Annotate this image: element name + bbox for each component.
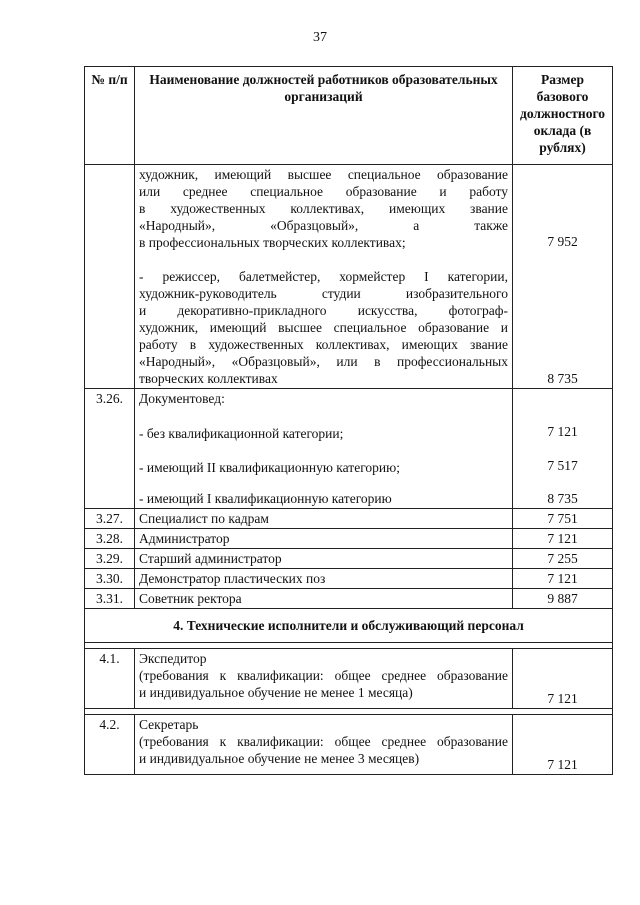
- section-title: 4. Технические исполнители и обслуживающий персонал: [85, 609, 613, 643]
- text-line: художник-руководитель студии изобразительного: [139, 286, 508, 301]
- row-name: Старший администратор: [135, 549, 513, 569]
- table-row: [85, 509, 613, 529]
- row-num: 3.26.: [85, 389, 135, 509]
- row-salary: 7 751: [513, 509, 613, 529]
- text-line: творческих коллективах: [139, 371, 278, 386]
- section-header-row: [85, 609, 613, 643]
- text-line: и индивидуальное обучение не менее 3 месяцев): [139, 751, 420, 766]
- table-row: [85, 389, 613, 509]
- text-line: художник, имеющий высшее специальное образование и: [139, 320, 508, 335]
- text-line: и индивидуальное обучение не менее 1 месяца): [139, 685, 413, 700]
- table-row: [85, 649, 613, 709]
- row-salary: 9 887: [513, 589, 613, 609]
- row-salary: 7 121: [513, 715, 613, 775]
- table-row: [85, 569, 613, 589]
- row-name: Советник ректора: [135, 589, 513, 609]
- text-block-1: [139, 166, 508, 251]
- salary-value: 8 735: [547, 371, 578, 386]
- row-num: 3.28.: [85, 529, 135, 549]
- text-line: в художественных коллективах, имеющих звание: [139, 201, 508, 216]
- salary-value: 8 735: [547, 491, 578, 506]
- text-line: «Народный», «Образцовый», или в профессиональных: [139, 354, 508, 369]
- table-row: [85, 549, 613, 569]
- row-num: 4.2.: [85, 715, 135, 775]
- row-name: Администратор: [135, 529, 513, 549]
- table-row: [85, 165, 613, 389]
- table-header-row: [85, 67, 613, 165]
- row-name: [135, 649, 513, 709]
- row-name: [135, 389, 513, 509]
- row-num: 3.31.: [85, 589, 135, 609]
- row-num: 3.29.: [85, 549, 135, 569]
- row-num: 3.27.: [85, 509, 135, 529]
- text-line: или среднее специальное образование и работу: [139, 184, 508, 199]
- row-name: Специалист по кадрам: [135, 509, 513, 529]
- row-num: 4.1.: [85, 649, 135, 709]
- text-block-2: [139, 268, 508, 387]
- row-salary: [513, 389, 613, 509]
- header-name: Наименование должностей работников образовательных организаций: [135, 67, 513, 165]
- salary-table: [84, 66, 613, 775]
- text-line: (требования к квалификации: общее среднее образование: [139, 734, 508, 749]
- row-salary: [513, 165, 613, 389]
- text-line: художник, имеющий высшее специальное образование: [139, 167, 508, 182]
- row-num: 3.30.: [85, 569, 135, 589]
- row-title: Экспедитор: [139, 651, 207, 666]
- row-salary: 7 121: [513, 529, 613, 549]
- header-salary: Размер базового должностного оклада (в рублях): [513, 67, 613, 165]
- text-line: в профессиональных творческих коллективах;: [139, 235, 406, 250]
- row-salary: 7 121: [513, 649, 613, 709]
- table-row: [85, 715, 613, 775]
- sub-item: - имеющий I квалификационную категорию: [139, 491, 392, 506]
- table-row: [85, 589, 613, 609]
- row-name: [135, 165, 513, 389]
- row-num-empty: [85, 165, 135, 389]
- salary-value: 7 121: [547, 424, 578, 439]
- row-title: Секретарь: [139, 717, 199, 732]
- sub-item: - без квалификационной категории;: [139, 426, 344, 441]
- row-salary: 7 255: [513, 549, 613, 569]
- salary-value: 7 952: [547, 234, 578, 249]
- text-line: и декоративно-прикладного искусства, фотограф-: [139, 303, 508, 318]
- header-num: № п/п: [85, 67, 135, 165]
- text-line: работу в художественных коллективах, имеющих звание: [139, 337, 508, 352]
- sub-item: - имеющий II квалификационную категорию;: [139, 460, 400, 475]
- text-line: «Народный», «Образцовый», а также: [139, 218, 508, 233]
- row-salary: 7 121: [513, 569, 613, 589]
- row-name: [135, 715, 513, 775]
- text-line: (требования к квалификации: общее среднее образование: [139, 668, 508, 683]
- text-line: - режиссер, балетмейстер, хормейстер I категории,: [139, 269, 508, 284]
- table-row: [85, 529, 613, 549]
- page-number: 37: [313, 30, 327, 45]
- row-title: Документовед:: [139, 391, 225, 406]
- salary-value: 7 517: [547, 458, 578, 473]
- row-name: Демонстратор пластических поз: [135, 569, 513, 589]
